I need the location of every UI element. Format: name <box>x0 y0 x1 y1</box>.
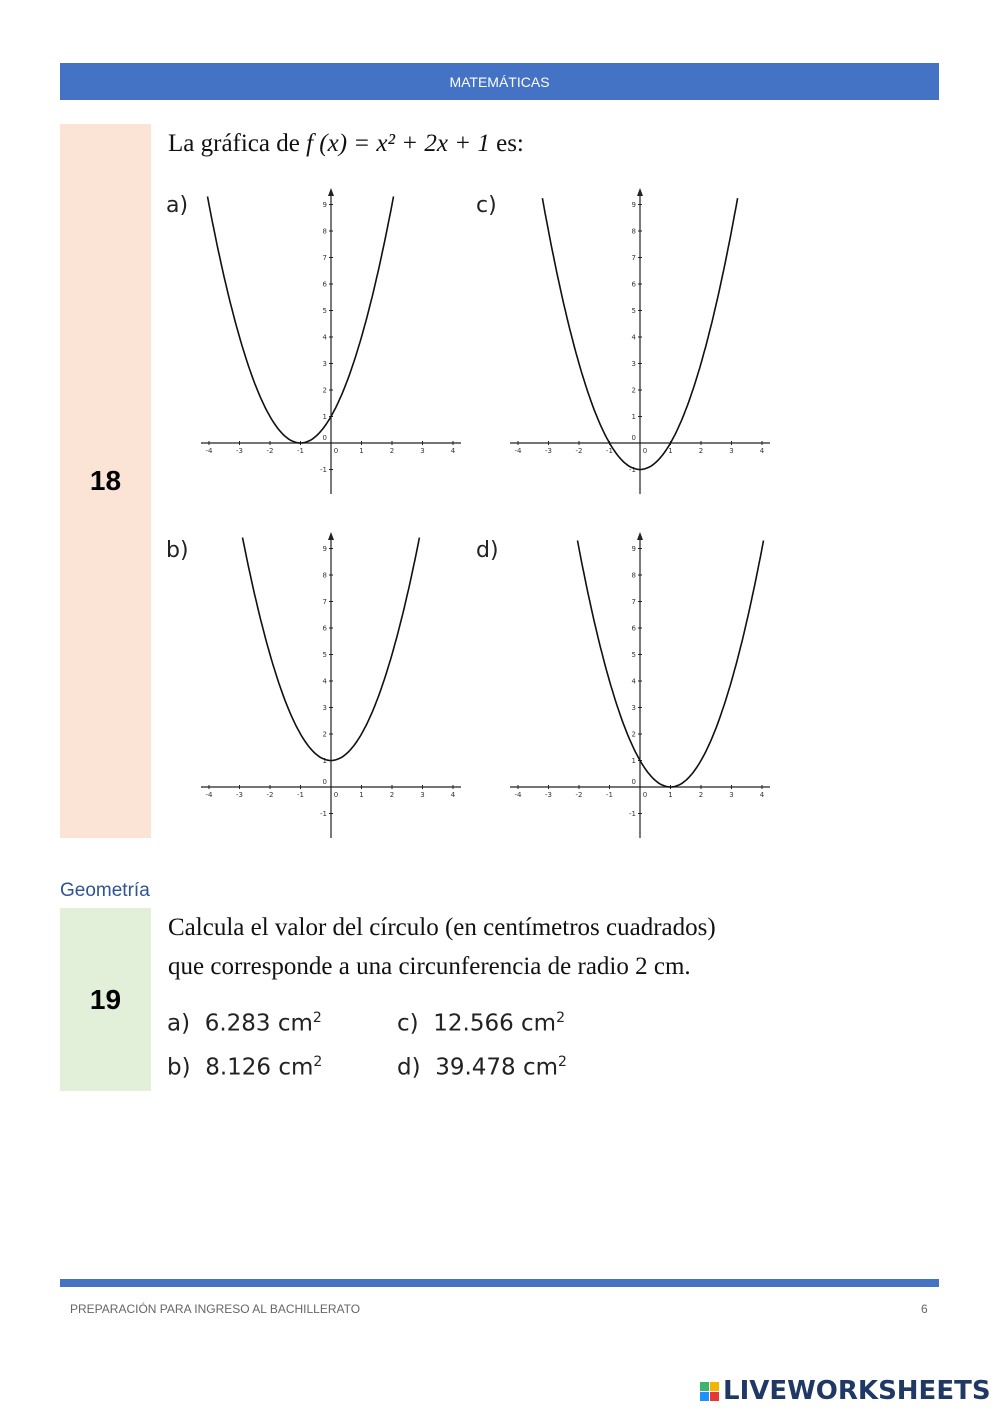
answer-label: d) <box>397 1054 421 1081</box>
question-number-label: 19 <box>89 983 122 1015</box>
q19-line2: que corresponde a una circunferencia de radio 2 cm. <box>168 953 691 980</box>
answer-value: 12.566 cm <box>433 1010 557 1037</box>
y-tick-label: 8 <box>322 227 327 236</box>
y-tick-label: 5 <box>322 651 327 659</box>
x-tick-label: 0 <box>333 447 339 455</box>
y-axis-arrow <box>637 532 643 540</box>
x-tick-label: 0 <box>333 791 339 799</box>
y-tick-label: 0 <box>322 778 327 786</box>
q19-answer-a[interactable] <box>167 1010 322 1037</box>
answer-value: 8.126 cm <box>205 1054 314 1081</box>
y-tick-label: 5 <box>322 307 327 315</box>
y-tick-label: 0 <box>631 434 636 442</box>
x-tick-label: 4 <box>450 447 456 455</box>
y-tick-label: 1 <box>631 413 636 421</box>
answer-value: 39.478 cm <box>435 1054 559 1081</box>
x-tick-label: 1 <box>668 791 673 799</box>
answer-exponent: 2 <box>312 1010 322 1026</box>
q18-option-a-label[interactable]: a) <box>166 193 189 218</box>
q18-prompt-suffix: es: <box>489 130 524 157</box>
y-tick-label: 7 <box>322 598 327 606</box>
question-number-label: 18 <box>89 465 122 496</box>
x-tick-label: 4 <box>450 791 456 799</box>
logo-text: LIVEWORKSHEETS <box>723 1376 991 1406</box>
y-tick-label: 2 <box>322 730 327 739</box>
q18-prompt-prefix: La gráfica de <box>168 130 307 157</box>
x-tick-label: -3 <box>236 791 243 799</box>
y-tick-label: 8 <box>631 571 636 580</box>
x-tick-label: -4 <box>205 447 213 455</box>
y-tick-label: 6 <box>631 280 636 289</box>
x-tick-label: 4 <box>759 447 765 455</box>
x-tick-label: -2 <box>575 447 583 455</box>
y-tick-label: 3 <box>631 704 636 712</box>
y-tick-label: -1 <box>320 810 327 818</box>
q19-answer-b[interactable] <box>167 1054 322 1081</box>
y-tick-label: 8 <box>322 571 327 580</box>
x-tick-label: -1 <box>606 791 613 799</box>
y-tick-label: 9 <box>322 545 327 553</box>
x-tick-label: 4 <box>759 791 765 799</box>
parabola-graph <box>505 530 775 840</box>
footer-text: PREPARACIÓN PARA INGRESO AL BACHILLERATO <box>70 1302 361 1316</box>
q18-prompt-math: f (x) = x² + 2x + 1 <box>306 130 490 157</box>
q18-graph-c[interactable] <box>505 186 775 496</box>
q19-answer-c[interactable] <box>397 1010 565 1037</box>
y-tick-label: 9 <box>631 545 636 553</box>
y-tick-label: 0 <box>631 778 636 786</box>
x-tick-label: -4 <box>514 447 522 455</box>
y-tick-label: 1 <box>631 757 636 765</box>
x-tick-label: -3 <box>236 447 243 455</box>
y-tick-label: -1 <box>320 466 327 474</box>
question-number-18 <box>60 124 151 838</box>
page-number: 6 <box>921 1302 928 1316</box>
y-axis-arrow <box>637 188 643 196</box>
y-tick-label: 7 <box>322 254 327 262</box>
parabola-curve <box>578 541 764 788</box>
y-tick-label: 0 <box>322 434 327 442</box>
section-title: Geometría <box>60 880 150 901</box>
x-tick-label: -2 <box>266 447 274 455</box>
x-tick-label: 3 <box>420 791 425 799</box>
answer-exponent: 2 <box>558 1054 567 1070</box>
q19-line1: Calcula el valor del círculo (en centímetros cuadrados) <box>168 914 716 941</box>
x-tick-label: -2 <box>266 791 274 799</box>
q18-graph-a[interactable] <box>196 186 466 496</box>
y-tick-label: 2 <box>631 730 636 739</box>
y-tick-label: 2 <box>322 386 327 395</box>
x-tick-label: 3 <box>729 791 734 799</box>
header-title: MATEMÁTICAS <box>449 73 550 90</box>
y-tick-label: 2 <box>631 386 636 395</box>
q18-graph-d[interactable] <box>505 530 775 840</box>
y-tick-label: -1 <box>629 466 636 474</box>
answer-exponent: 2 <box>556 1010 566 1026</box>
answer-exponent: 2 <box>313 1054 323 1070</box>
q18-prompt <box>168 130 524 158</box>
footer-bar <box>60 1279 939 1287</box>
y-tick-label: 4 <box>631 677 636 686</box>
x-tick-label: -3 <box>545 447 552 455</box>
y-tick-label: 6 <box>631 624 636 633</box>
q18-option-b-label[interactable]: b) <box>166 538 189 563</box>
y-axis-arrow <box>328 532 334 540</box>
y-tick-label: 6 <box>322 624 327 633</box>
answer-value: 6.283 cm <box>204 1010 313 1037</box>
parabola-curve <box>208 197 394 444</box>
y-tick-label: 1 <box>322 413 327 421</box>
y-tick-label: 3 <box>631 360 636 368</box>
parabola-graph <box>505 186 775 496</box>
liveworksheets-logo[interactable] <box>700 1376 991 1406</box>
x-tick-label: 2 <box>389 447 395 455</box>
x-tick-label: -3 <box>545 791 552 799</box>
y-tick-label: 6 <box>322 280 327 289</box>
y-tick-label: 4 <box>631 333 636 342</box>
x-tick-label: -4 <box>205 791 213 799</box>
y-tick-label: 9 <box>631 201 636 209</box>
x-tick-label: 1 <box>359 447 364 455</box>
y-tick-label: 7 <box>631 254 636 262</box>
q19-answer-d[interactable] <box>397 1054 567 1081</box>
x-tick-label: 0 <box>642 791 648 799</box>
logo-mark-icon <box>700 1382 719 1401</box>
x-tick-label: 2 <box>698 447 704 455</box>
x-tick-label: 2 <box>698 791 704 799</box>
x-tick-label: 0 <box>642 447 648 455</box>
parabola-graph <box>196 530 466 840</box>
x-tick-label: -1 <box>297 447 304 455</box>
x-tick-label: -2 <box>575 791 583 799</box>
question-number-19 <box>60 908 151 1091</box>
y-tick-label: 8 <box>631 227 636 236</box>
x-tick-label: 3 <box>420 447 425 455</box>
y-tick-label: 5 <box>631 307 636 315</box>
y-tick-label: 9 <box>322 201 327 209</box>
y-tick-label: 3 <box>322 704 327 712</box>
y-tick-label: 4 <box>322 333 327 342</box>
y-tick-label: 4 <box>322 677 327 686</box>
y-axis-arrow <box>328 188 334 196</box>
q18-graph-b[interactable] <box>196 530 466 840</box>
y-tick-label: -1 <box>629 810 636 818</box>
x-tick-label: -4 <box>514 791 522 799</box>
x-tick-label: -1 <box>297 791 304 799</box>
x-tick-label: -1 <box>606 447 613 455</box>
header-bar <box>60 63 939 100</box>
y-tick-label: 3 <box>322 360 327 368</box>
y-tick-label: 5 <box>631 651 636 659</box>
parabola-graph <box>196 186 466 496</box>
answer-label: c) <box>397 1010 419 1037</box>
y-tick-label: 7 <box>631 598 636 606</box>
y-tick-label: 1 <box>322 757 327 765</box>
x-tick-label: 1 <box>359 791 364 799</box>
answer-label: b) <box>167 1054 191 1081</box>
x-tick-label: 1 <box>668 447 673 455</box>
q18-option-c-label[interactable]: c) <box>476 193 497 218</box>
x-tick-label: 2 <box>389 791 395 799</box>
answer-label: a) <box>167 1010 191 1037</box>
q18-option-d-label[interactable]: d) <box>476 538 499 563</box>
x-tick-label: 3 <box>729 447 734 455</box>
